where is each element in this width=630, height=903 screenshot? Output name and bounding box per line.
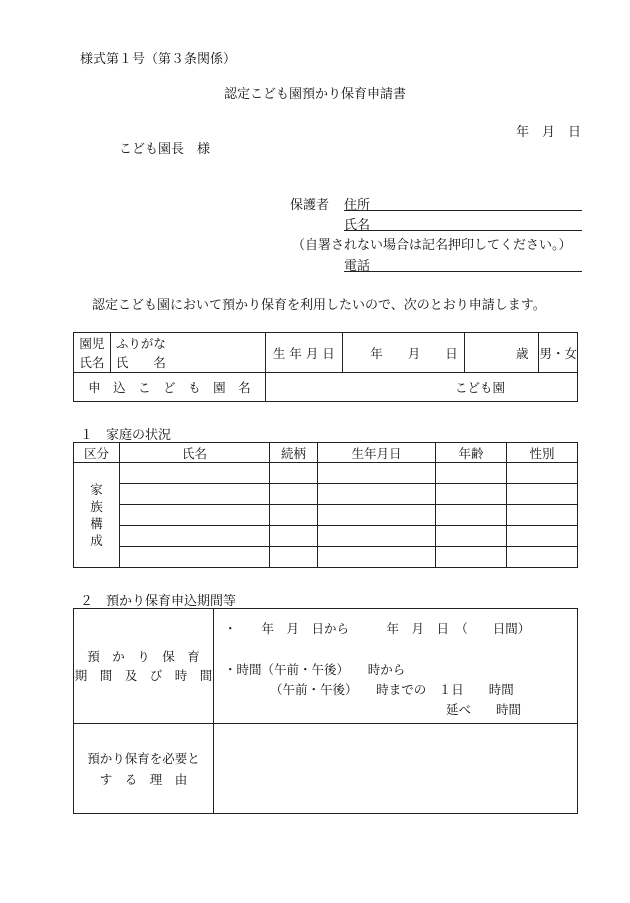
time-line-3: 延べ 時間 xyxy=(446,702,522,717)
phone-field[interactable] xyxy=(344,271,582,272)
school-label: 申 込 こ ど も 園 名 xyxy=(74,373,266,402)
time-line-1: ・時間（午前・午後） 時から xyxy=(224,662,406,677)
child-name-cell[interactable] xyxy=(110,333,265,373)
birth-label: 生 年 月 日 xyxy=(265,333,342,373)
period-label-cell xyxy=(74,609,214,724)
family-row-3-age[interactable] xyxy=(436,505,507,526)
form-title: 認定こども園預かり保育申請書 xyxy=(223,87,406,102)
header-birthdate: 生年月日 xyxy=(318,443,436,463)
reason-label-line2: す る 理 由 xyxy=(99,771,188,787)
period-value-cell[interactable] xyxy=(214,609,578,724)
child-label-line1: 園児 xyxy=(79,335,105,351)
intro-text: 認定こども園において預かり保育を利用したいので、次のとおり申請します。 xyxy=(92,298,546,313)
family-label-cell xyxy=(74,463,120,568)
header-relation: 続柄 xyxy=(270,443,318,463)
family-row-4-age[interactable] xyxy=(436,526,507,547)
date-line: 年 月 日 xyxy=(516,125,582,140)
child-name-label: 氏 名 xyxy=(115,354,166,370)
name-field[interactable] xyxy=(344,230,582,231)
family-row-3-gender[interactable] xyxy=(507,505,578,526)
family-row-4-name[interactable] xyxy=(120,526,270,547)
family-table xyxy=(73,442,578,568)
child-label-line2: 氏名 xyxy=(79,354,105,370)
child-label-cell xyxy=(74,333,111,373)
phone-label: 電話 xyxy=(344,259,371,274)
family-row-1-relation[interactable] xyxy=(270,463,318,484)
header-gender: 性別 xyxy=(507,443,578,463)
address-label: 住所 xyxy=(344,198,371,213)
birth-value[interactable]: 年 月 日 xyxy=(343,333,465,373)
family-row-2-birth[interactable] xyxy=(318,484,436,505)
family-row-4-relation[interactable] xyxy=(270,526,318,547)
family-row-2-gender[interactable] xyxy=(507,484,578,505)
section2-title: ２ 預かり保育申込期間等 xyxy=(80,594,237,609)
family-row-5-gender[interactable] xyxy=(507,547,578,568)
reason-value-cell[interactable] xyxy=(214,724,578,814)
time-line-2: （午前・午後） 時までの １日 時間 xyxy=(270,682,514,697)
family-row-2-relation[interactable] xyxy=(270,484,318,505)
family-row-3-relation[interactable] xyxy=(270,505,318,526)
form-number: 様式第１号（第３条関係） xyxy=(80,52,237,67)
family-row-1-birth[interactable] xyxy=(318,463,436,484)
section1-title: １ 家庭の状況 xyxy=(80,428,172,443)
school-value[interactable]: こども園 xyxy=(265,373,577,402)
family-row-3-name[interactable] xyxy=(120,505,270,526)
furigana-label: ふりがな xyxy=(115,335,166,351)
family-row-4-gender[interactable] xyxy=(507,526,578,547)
family-label: 家族構成 xyxy=(90,482,103,548)
period-line: ・ 年 月 日から 年 月 日 （ 日間） xyxy=(224,621,531,636)
header-name: 氏名 xyxy=(120,443,270,463)
name-label: 氏名 xyxy=(344,218,371,233)
addressee: こども園長 様 xyxy=(119,142,211,157)
seal-note: （自署されない場合は記名押印してください。） xyxy=(292,238,572,253)
period-table xyxy=(73,608,578,814)
family-row-5-relation[interactable] xyxy=(270,547,318,568)
period-label-line2: 期 間 及 び 時 間 xyxy=(74,668,213,683)
age-cell[interactable]: 歳 xyxy=(464,333,539,373)
family-row-1-age[interactable] xyxy=(436,463,507,484)
address-field[interactable] xyxy=(344,210,582,211)
guardian-label: 保護者 xyxy=(290,198,330,213)
gender-cell[interactable]: 男・女 xyxy=(539,333,578,373)
family-row-4-birth[interactable] xyxy=(318,526,436,547)
family-row-5-birth[interactable] xyxy=(318,547,436,568)
family-row-1-name[interactable] xyxy=(120,463,270,484)
header-category: 区分 xyxy=(74,443,120,463)
header-age: 年齢 xyxy=(436,443,507,463)
period-label-line1: 預 か り 保 育 xyxy=(87,649,200,664)
family-row-2-age[interactable] xyxy=(436,484,507,505)
family-row-1-gender[interactable] xyxy=(507,463,578,484)
child-table xyxy=(73,332,578,402)
reason-label-cell xyxy=(74,724,214,814)
family-row-3-birth[interactable] xyxy=(318,505,436,526)
family-row-5-name[interactable] xyxy=(120,547,270,568)
family-row-2-name[interactable] xyxy=(120,484,270,505)
reason-label-line1: 預かり保育を必要と xyxy=(87,750,200,766)
family-row-5-age[interactable] xyxy=(436,547,507,568)
